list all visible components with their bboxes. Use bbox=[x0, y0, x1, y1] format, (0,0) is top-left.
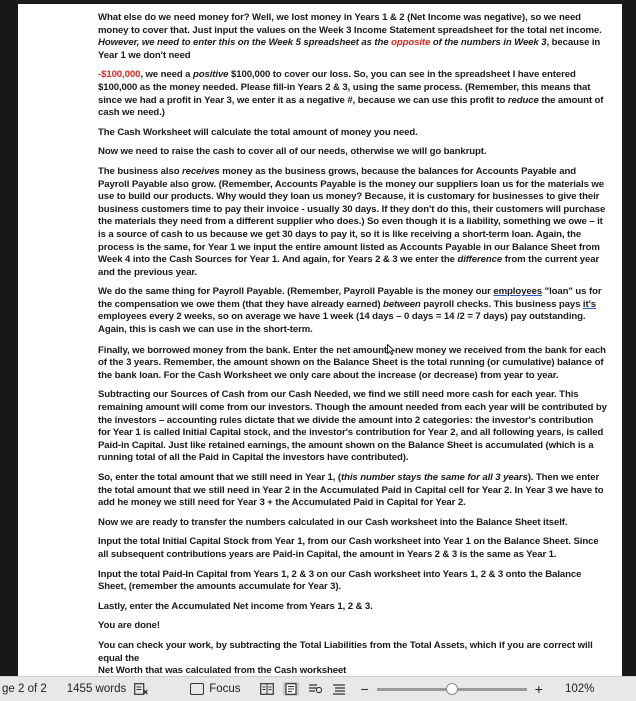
paragraph-payroll-payable bbox=[98, 286, 608, 336]
page-count[interactable]: ge 2 of 2 bbox=[2, 683, 47, 695]
focus-button[interactable] bbox=[190, 683, 240, 695]
paragraph-raise-cash: Now we need to raise the cash to cover all of our needs, otherwise we will go bankrupt. bbox=[98, 146, 487, 158]
text-run: Finally, we borrowed money from the bank. Enter the net amount bbox=[98, 344, 387, 356]
read-mode-icon[interactable] bbox=[259, 682, 275, 696]
text-run-red: opposite bbox=[391, 37, 431, 49]
status-bar bbox=[0, 676, 636, 701]
focus-label: Focus bbox=[209, 683, 241, 695]
text-run-italic: positive bbox=[192, 69, 229, 81]
text-run: , we need a bbox=[140, 69, 193, 81]
paragraph-positive-amount bbox=[98, 69, 608, 119]
proofing-icon[interactable] bbox=[134, 683, 148, 695]
focus-icon bbox=[190, 683, 204, 695]
zoom-out-button[interactable]: − bbox=[360, 681, 369, 697]
word-count[interactable]: 1455 words bbox=[66, 683, 127, 695]
paragraph-check-work: You can check your work, by subtracting the Total Liabilities from the Total Assets, which if you are correct will equal the bbox=[98, 639, 593, 664]
paragraph-year-totals bbox=[98, 472, 608, 510]
text-run-italic: this number stays the same for all 3 years bbox=[340, 472, 528, 483]
paragraph-cash-worksheet: The Cash Worksheet will calculate the total amount of money you need. bbox=[98, 126, 418, 138]
text-run: $100,000 to cover our loss. So, you can see in the spreadsheet I have entered $100,000 as the money needed. Please fill-in Years 2 & 3, using the same process. (Remember, this means that since we had a profit in Year 3, we enter it as a negative #, because we can use this profit to bbox=[98, 69, 591, 106]
zoom-slider-thumb[interactable] bbox=[446, 683, 458, 695]
paragraph-net-income bbox=[98, 12, 608, 62]
paragraph-net-worth: Net Worth that was calculated from the Cash worksheet bbox=[98, 665, 347, 676]
text-run-red: -$100,000 bbox=[98, 69, 141, 81]
text-run-italic: reduce bbox=[507, 94, 539, 106]
print-layout-icon[interactable] bbox=[283, 682, 299, 696]
web-layout-icon[interactable] bbox=[307, 682, 323, 696]
text-run: new money we received from the bank for each of the 3 years. Remember, the amount shown on the Balance Sheet is the total running (or cumulative) balance of the bank loan. For the Cash Worksheet we only care about the increase (or decrease) from year to year. bbox=[98, 344, 606, 381]
text-run-emphasis: of the numbers in Week 3 bbox=[430, 37, 547, 49]
text-run-emphasis: However, we need to enter this on the Week 5 spreadsheet as the bbox=[98, 37, 392, 49]
zoom-level[interactable]: 102% bbox=[564, 683, 595, 695]
text-run: What else do we need money for? Well, we lost money in Years 1 & 2 (Net Income was negative), so we need money to cover that. Just input the values on the Week 3 Income Statement spreadsheet for the total net income. bbox=[98, 12, 602, 36]
text-run: from the current year and the previous year. bbox=[98, 254, 600, 278]
text-run: payroll checks. This business pays bbox=[420, 298, 583, 310]
zoom-in-button[interactable]: + bbox=[534, 681, 543, 697]
text-run-italic: between bbox=[383, 298, 421, 310]
paragraph-net-income-accum: Lastly, enter the Accumulated Net income from Years 1, 2 & 3. bbox=[98, 600, 373, 612]
document-page[interactable] bbox=[18, 4, 622, 676]
paragraph-accounts-payable bbox=[98, 166, 608, 279]
paragraph-done: You are done! bbox=[98, 620, 160, 632]
screen-bezel-right bbox=[624, 0, 636, 680]
text-run: , because in Year 1 we don't need bbox=[98, 37, 601, 61]
text-run: We do the same thing for Payroll Payable. (Remember, Payroll Payable is the money our bbox=[98, 286, 494, 298]
text-run: employees every 2 weeks, so on average we have 1 week (14 days – 0 days = 14 /2 = 7 days) pay outstanding. Again, this is cash we can use in the short-term. bbox=[98, 311, 586, 336]
outline-icon[interactable] bbox=[331, 682, 347, 696]
paragraph-initial-capital: Input the total Initial Capital Stock from Year 1, from our Cash worksheet into Year 1 on the Balance Sheet. Since all subsequent contributions years are Paid-in Capital, the amount in Years 2 & 3 is the same as Year 1. bbox=[98, 536, 599, 560]
text-run: ). Then we enter the total amount that we still need in Year 2 in the Accumulated Paid in Capital cell for Year 2. In Year 3 we have to add he money we still need for Year 3 + the Accumulated Paid in Capital for Year 2. bbox=[98, 472, 604, 509]
paragraph-transfer: Now we are ready to transfer the numbers calculated in our Cash worksheet into the Balance Sheet itself. bbox=[98, 516, 568, 528]
text-run: So, enter the total amount that we still need in Year 1, ( bbox=[98, 472, 341, 483]
text-run: "loan" us for the compensation we owe them (that they have already earned) bbox=[98, 286, 602, 310]
text-run-spellcheck[interactable]: employees bbox=[493, 286, 543, 298]
paragraph-bank-loan bbox=[98, 344, 608, 383]
text-run: The business also bbox=[98, 165, 183, 177]
text-run-italic: receives bbox=[182, 165, 220, 177]
text-run: the amount of cash we need.) bbox=[98, 94, 604, 119]
paragraph-paid-in-capital: Input the total Paid-In Capital from Years 1, 2 & 3 on our Cash worksheet into Years 1, 2 & 3 onto the Balance Sheet, (remember the amounts accumulate for Year 3). bbox=[98, 568, 582, 593]
document-body[interactable] bbox=[18, 4, 622, 676]
text-run: money as the business grows, because the balances for Accounts Payable and Payroll Payable also grow. (Remember, Accounts Payable is the money our suppliers loan us for the materials we use to build our products. Why would they loan us money? Because, it is customary for businesses to give their business customers time to pay their invoice - usually 30 days. If they don't do this, their customers will purchase the materials they need from a different supplier who does.) So even though it is a liability, something we owe – it is a source of cash to us because we get 30 days to pay it, so it is like receiving a short-term loan. Again, the process is the same, for Year 1 we input the entire amount listed as Accounts Payable in our Balance Sheet from Week 4 into the Cash Sources for Year 1. And again, for Years 2 & 3 we enter the bbox=[98, 165, 606, 266]
view-switcher bbox=[259, 682, 347, 696]
text-run-spellcheck[interactable]: it's bbox=[582, 298, 596, 310]
paragraph-investors: Subtracting our Sources of Cash from our Cash Needed, we find we still need more cash for each year. This remaining amount will come from our investors. Though the amount needed from each year will be contributed by the investors – accounting rules dictate that we divide the amount into 2 categories: the investor's contribution for Year 1 is called Initial Capital stock, and the investor's contribution for Year 2, and all following years, is called Paid-in Capital. Just like retained earnings, the amount shown on the Balance Sheet is accumulated (which is a running total of all the Paid in Capital the investors have contributed). bbox=[98, 389, 607, 464]
screen-bezel-left bbox=[0, 0, 16, 680]
zoom-slider[interactable] bbox=[377, 688, 527, 691]
mouse-pointer-icon bbox=[387, 344, 395, 355]
text-run-italic: difference bbox=[457, 254, 503, 266]
